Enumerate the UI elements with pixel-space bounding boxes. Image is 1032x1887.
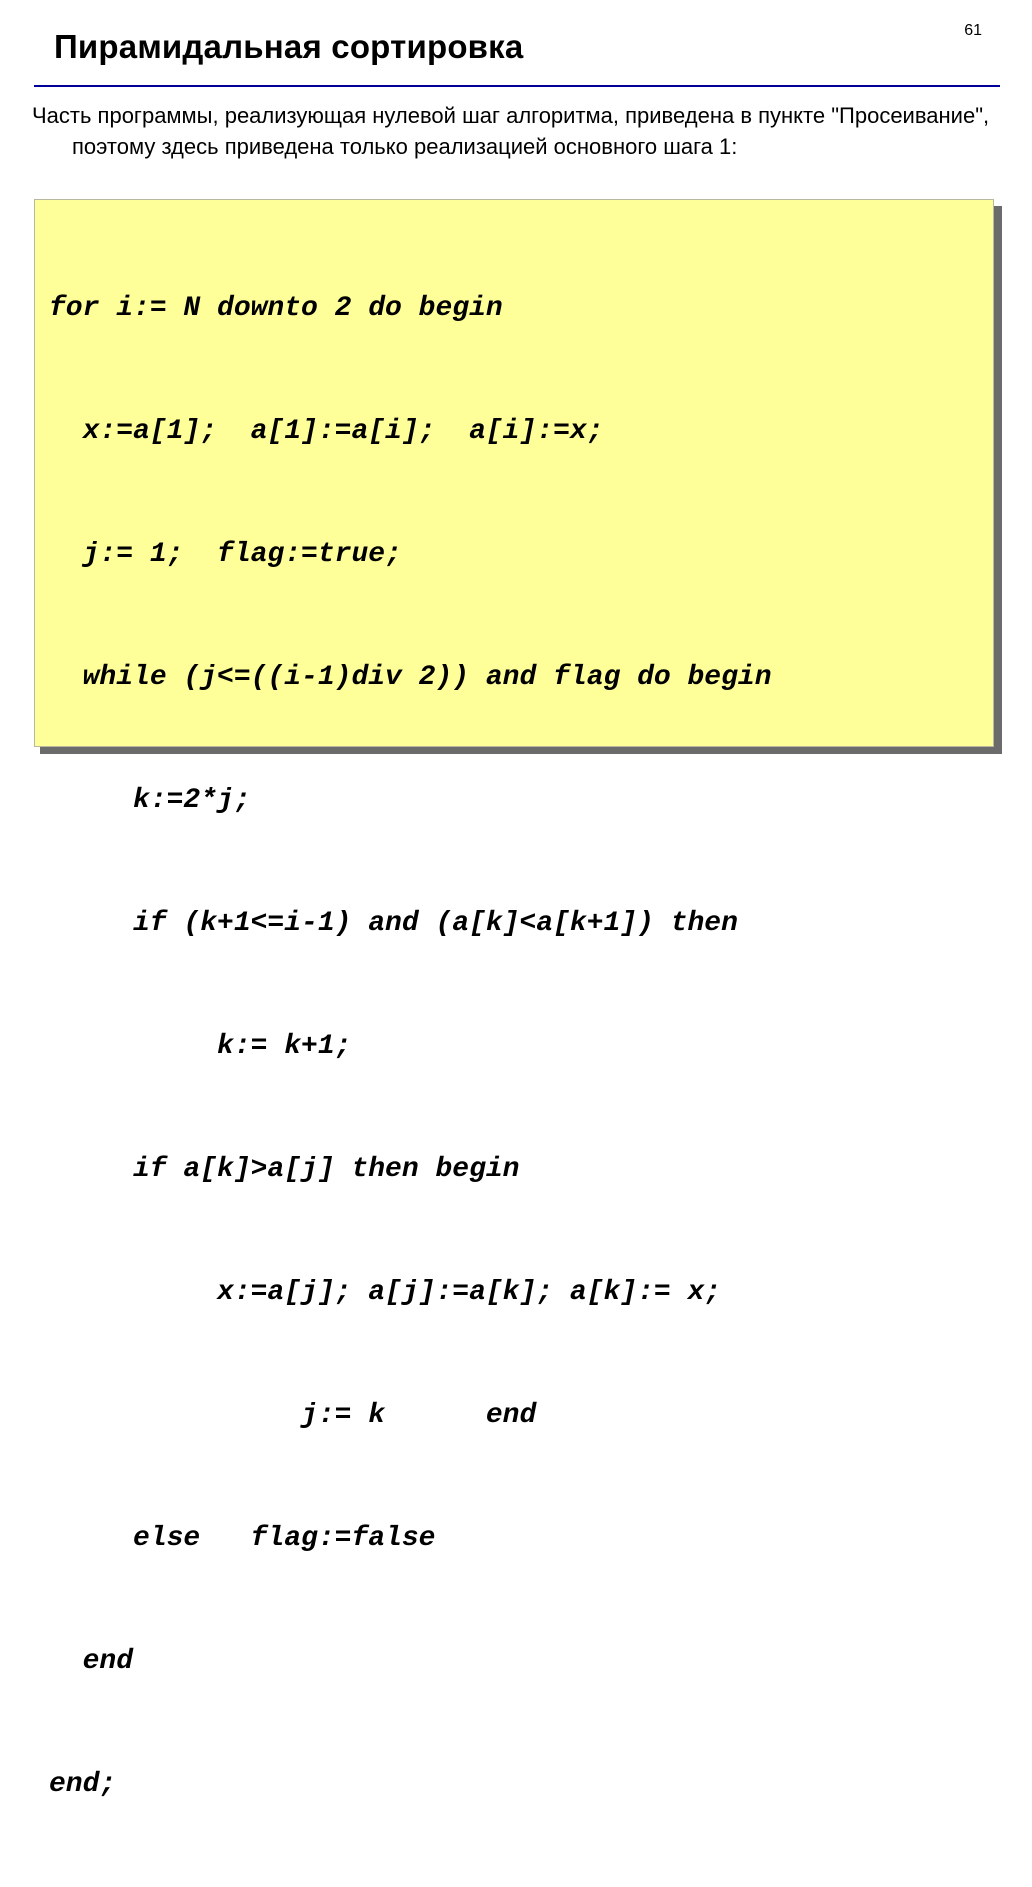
- code-line-11: else flag:=false: [49, 1523, 436, 1554]
- code-line-8: if a[k]>a[j] then begin: [49, 1154, 520, 1185]
- code-line-6: if (k+1<=i-1) and (a[k]<a[k+1]) then: [49, 908, 738, 939]
- code-line-5: k:=2*j;: [49, 785, 251, 816]
- code-line-4: while (j<=((i-1)div 2)) and flag do begin: [49, 662, 772, 693]
- slide-title: Пирамидальная сортировка: [54, 28, 524, 65]
- code-line-12: end: [49, 1646, 134, 1677]
- title-underline: [34, 85, 1000, 87]
- code-line-2: x:=a[1]; a[1]:=a[i]; a[i]:=x;: [49, 416, 604, 447]
- code-line-3: j:= 1; flag:=true;: [49, 539, 402, 570]
- code-listing: [49, 206, 772, 1887]
- code-line-10: j:= k end: [49, 1400, 537, 1431]
- code-line-7: k:= k+1;: [49, 1031, 352, 1062]
- intro-paragraph: Часть программы, реализующая нулевой шаг алгоритма, приведена в пункте "Просеивание", поэтому здесь приведена только реализацией основного шага 1:: [32, 103, 990, 159]
- code-line-1: for i:= N downto 2 do begin: [49, 293, 503, 324]
- code-line-13: end;: [49, 1769, 117, 1800]
- code-line-9: x:=a[j]; a[j]:=a[k]; a[k]:= x;: [49, 1277, 722, 1308]
- code-box: [34, 199, 994, 1800]
- slide-number: 61: [964, 22, 982, 39]
